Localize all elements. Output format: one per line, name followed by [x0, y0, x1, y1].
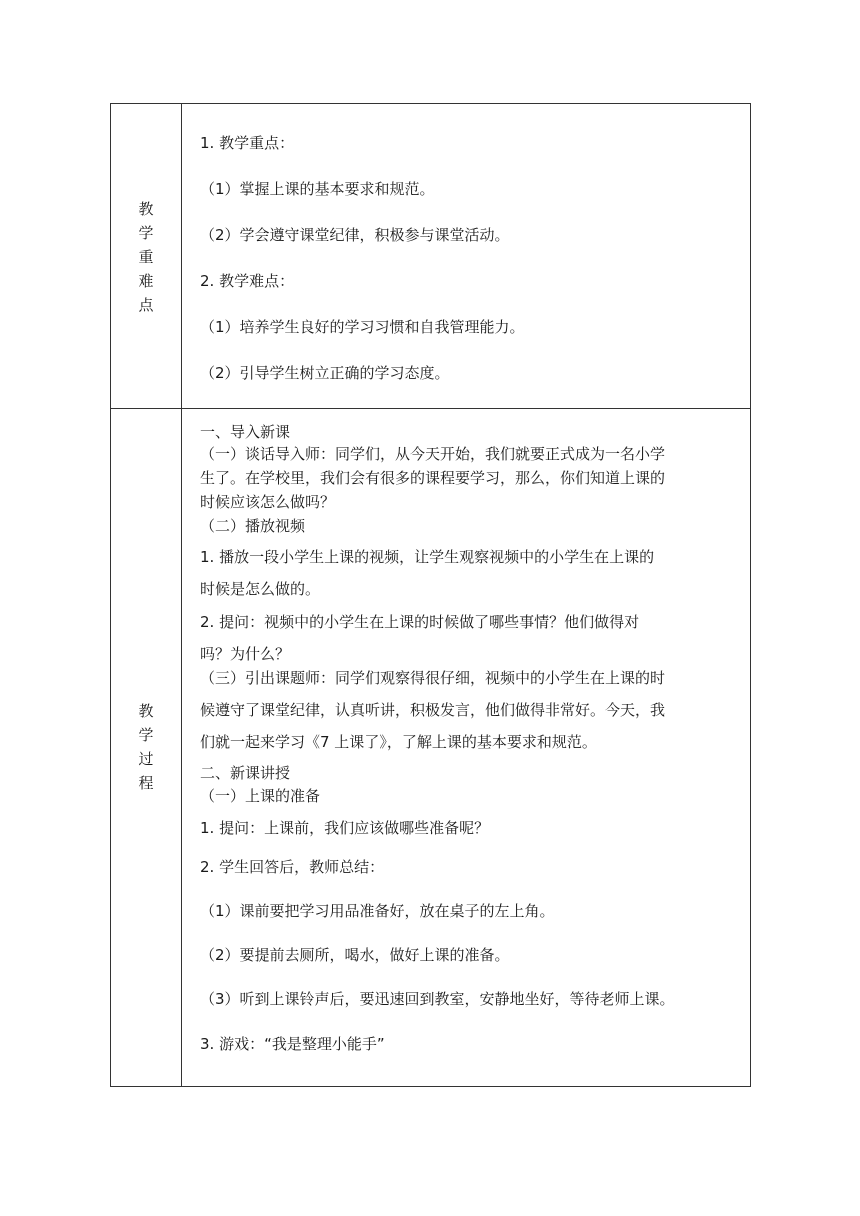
process-content: [182, 409, 751, 1087]
text-line: 生了。在学校里，我们会有很多的课程要学习，那么，你们知道上课的: [200, 469, 666, 487]
table-row: [111, 409, 751, 1087]
text-line: （2）引导学生树立正确的学习态度。: [200, 364, 450, 382]
text-line: 1. 提问：上课前，我们应该做哪些准备呢？: [200, 819, 490, 837]
text-line: 1. 教学重点：: [200, 134, 295, 152]
text-line: 吗？为什么？: [200, 645, 291, 663]
text-line: 2. 学生回答后，教师总结：: [200, 858, 385, 876]
text-line: 们就一起来学习《7 上课了》，了解上课的基本要求和规范。: [200, 733, 597, 751]
text-line: 1. 播放一段小学生上课的视频，让学生观察视频中的小学生在上课的: [200, 548, 655, 566]
key-points-content: [182, 104, 751, 409]
text-line: 二、新课讲授: [200, 764, 291, 782]
text-line: 2. 教学难点：: [200, 272, 295, 290]
table-row: [111, 104, 751, 409]
text-line: （3）听到上课铃声后，要迅速回到教室，安静地坐好，等待老师上课。: [200, 990, 675, 1008]
text-line: （2）要提前去厕所，喝水，做好上课的准备。: [200, 946, 510, 964]
text-line: （一）上课的准备: [200, 787, 321, 805]
text-line: （1）课前要把学习用品准备好，放在桌子的左上角。: [200, 902, 555, 920]
text-line: 2. 提问：视频中的小学生在上课的时候做了哪些事情？他们做得对: [200, 613, 640, 631]
text-line: 一、导入新课: [200, 423, 291, 441]
vertical-label: 教 学 过 程: [138, 702, 154, 792]
text-line: （1）培养学生良好的学习习惯和自我管理能力。: [200, 318, 525, 336]
row-label-key-points: [111, 104, 182, 409]
lesson-plan-table: [110, 103, 751, 1087]
text-line: 候遵守了课堂纪律，认真听讲，积极发言，他们做得非常好。今天，我: [200, 701, 666, 719]
text-line: 3. 游戏：“我是整理小能手”: [200, 1035, 385, 1053]
text-line: （1）掌握上课的基本要求和规范。: [200, 180, 435, 198]
text-line: 时候应该怎么做吗？: [200, 493, 336, 511]
vertical-label: 教 学 重 难 点: [138, 200, 154, 314]
text-line: （2）学会遵守课堂纪律，积极参与课堂活动。: [200, 226, 510, 244]
row-label-process: [111, 409, 182, 1087]
text-line: 时候是怎么做的。: [200, 580, 321, 598]
text-line: （一）谈话导入师：同学们，从今天开始，我们就要正式成为一名小学: [200, 445, 666, 463]
text-line: （二）播放视频: [200, 517, 306, 535]
text-line: （三）引出课题师：同学们观察得很仔细，视频中的小学生在上课的时: [200, 669, 666, 687]
